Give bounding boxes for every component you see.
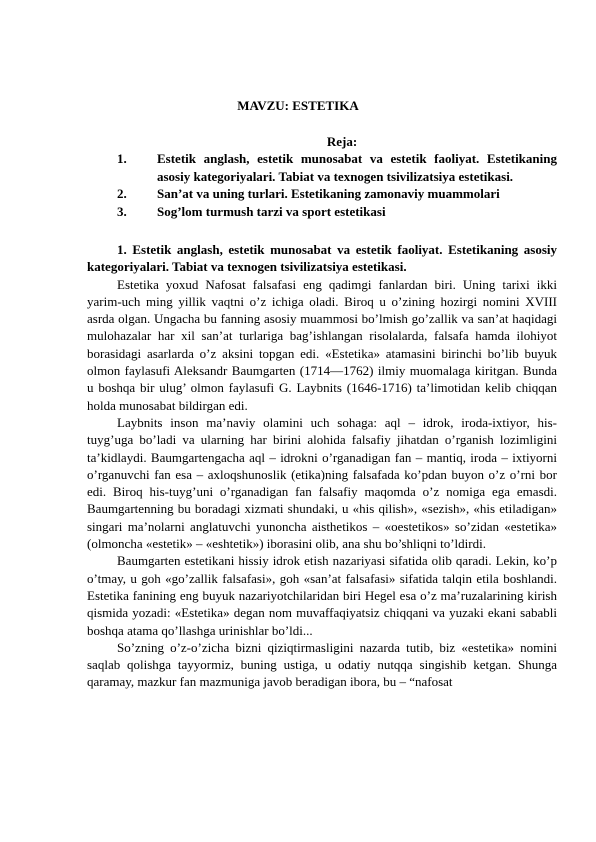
plan-heading: Reja: — [326, 134, 358, 149]
plan-item-text: Estetik anglash, estetik munosabat va estetik faoliyat. Estetikaning asosiy kategoriyalari. Tabiat va texnogen tsivilizatsiya estetikasi. — [157, 151, 557, 184]
plan-item-number: 3. — [117, 203, 127, 219]
section-heading: 1. Estetik anglash, estetik munosabat va estetik faoliyat. Estetikaning asosiy kategoriyalari. Tabiat va texnogen tsivilizatsiya estetikasi. — [87, 242, 557, 275]
plan-item — [117, 203, 557, 221]
plan-item-number: 1. — [117, 151, 127, 166]
plan-item-text: San’at va uning turlari. Estetikaning zamonaviy muammolari — [157, 186, 500, 201]
document-body — [87, 241, 557, 691]
body-paragraph: Baumgarten estetikani hissiy idrok etish nazariyasi sifatida olib qaradi. Lekin, ko’p o’tmay, u goh «go’zallik falsafasi», goh «san’at falsafasi» sifatida talqin etila boshlandi. Estetika fanining eng buyuk nazariyotchilaridan biri Hegel esa o’z ma’ruzalarining kirish qismida yozadi: «Estetika» degan nom muvaffaqiyatsiz chiqqani va yuzaki ekani sababli boshqa atama qo’llashga urinishlar bo’ldi... — [87, 553, 557, 638]
plan-item-number: 2. — [117, 186, 127, 201]
body-paragraph: Estetika yoxud Nafosat falsafasi eng qadimgi fanlardan biri. Uning tarixi ikki yarim-uch ming yillik vaqtni o’z ichiga oladi. Biroq u o’zining hozirgi nomini XVIII asrda olgan. Ungacha bu fanning asosiy muammosi bo’lmish go’zallik va san’at haqidagi mulohazalar har xil san’at turlariga bag’ishlangan risolalarda, falsafa hamda ilohiyot borasidagi asarlarda o’z aksini topgan edi. «Estetika» atamasini birinchi bo’lib buyuk olmon faylasufi Aleksandr Baumgarten (1714—1762) ilmiy muomalaga kiritgan. Bunda u boshqa bir ulug’ olmon faylasufi G. Laybnits (1646-1716) ta’limotidan kelib chiqqan holda munosabat bildirgan edi. — [87, 276, 557, 413]
body-paragraph: So’zning o’z-o’zicha bizni qiziqtirmasligini nazarda tutib, biz «estetika» nomini saqlab qolishga tayyormiz, buning ustiga, u odatiy nutqqa singishib ketgan. Shunga qaramay, mazkur fan mazmuniga javob beradigan ibora, bu – “nafosat — [87, 639, 557, 690]
plan-item — [117, 150, 557, 185]
document-title: MAVZU: ESTETIKA — [237, 98, 359, 113]
body-paragraph: Laybnits inson ma’naviy olamini uch sohaga: aql – idrok, iroda-ixtiyor, his-tuyg’uga bo’ladi va ularning har birini alohida falsafiy jihatdan o’rganish lozimligini ta’kidlaydi. Baumgartengacha aql – idrokni o’rganadigan fan – mantiq, iroda – ixtiyorni o’rganuvchi fan esa – axloqshunoslik (etika)ning falsafada ko’pdan buyon o’z o’rni bor edi. Biroq his-tuyg’uni o’rganadigan fan falsafiy maqomda o’z nomiga ega emasdi. Baumgartenning bu boradagi xizmati shundaki, u «his qilish», «sezish», «his etiladigan» singari ma’nolarni anglatuvchi yunoncha aisthetikos – «oestetikos» so’zidan «estetika» (olmoncha «estetik» – «eshtetik») iborasini olib, ana shu bo’shliqni to’ldirdi. — [87, 414, 557, 552]
plan-list — [117, 150, 557, 220]
plan-item-text: Sog’lom turmush tarzi va sport estetikasi — [157, 203, 386, 219]
plan-item — [117, 185, 557, 203]
